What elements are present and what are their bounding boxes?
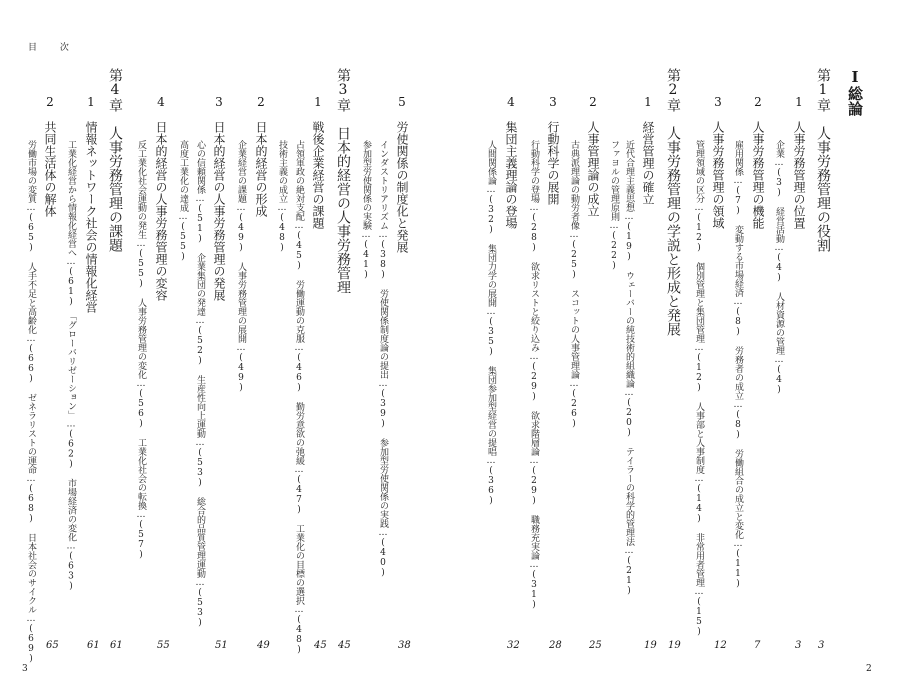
toc-line-1: 第1章 人事労務管理の役割 bbox=[815, 68, 831, 252]
toc-page-number: 3 bbox=[795, 640, 802, 651]
toc-line-32: 第4章 人事労務管理の課題 bbox=[107, 68, 123, 252]
toc-line-30: 4 日本的経営の人事労務管理の変容 bbox=[154, 95, 168, 301]
toc-line-19: インダストリアリズム…(38) 労使関係制度論の提出…(39) 参加型労使関係の実践…(40) bbox=[378, 140, 388, 578]
toc-page-number: 49 bbox=[257, 640, 270, 651]
toc-line-17: 人間関係論…(32) 集団力学の展開…(35) 集団参加型経営の提唱…(36) bbox=[486, 140, 496, 506]
toc-line-11: ファヨルの管理原則…(22) bbox=[609, 140, 619, 271]
toc-page-number: 65 bbox=[46, 640, 59, 651]
toc-page-number: 61 bbox=[110, 640, 123, 651]
toc-page-number: 55 bbox=[157, 640, 170, 651]
toc-line-25: 2 日本的経営の形成 bbox=[254, 95, 268, 217]
toc-line-2: 1 人事労務管理の位置 bbox=[792, 95, 806, 229]
toc-page-number: 3 bbox=[818, 640, 825, 651]
toc-line-33: 1 情報ネットワーク社会の情報化経営 bbox=[84, 95, 98, 313]
toc-line-15: 行動科学の登場…(28) 欲求リストと絞り込み…(29) 欲求階層論…(29) 職務充実論…(31) bbox=[529, 140, 539, 610]
toc-line-35: 2 共同生活体の解体 bbox=[43, 95, 57, 217]
toc-page-number: 32 bbox=[507, 640, 520, 651]
right-page-number: 2 bbox=[866, 664, 872, 674]
toc-page-number: 28 bbox=[549, 640, 562, 651]
toc-line-23: 占領軍政の絶対支配…(45) 労働運動の克服…(46) 勤労意欲の弛緩…(47) 工業化の目標の選択…(48) bbox=[294, 140, 304, 655]
toc-line-21: 第3章 日本的経営の人事労務管理 bbox=[335, 68, 351, 294]
left-page-number: 3 bbox=[22, 664, 28, 674]
toc-line-5: 雇用関係…(7) 変動する市場経済…(8) 労務者の成立…(8) 労働組合の成立と変化…(11) bbox=[733, 140, 743, 589]
toc-line-6: 3 人事労務管理の領域 bbox=[711, 95, 725, 229]
toc-line-10: 近代合理主義思想…(19) ウェーバーの純技術的組織論…(20) テイラーの科学的管理法…(21) bbox=[624, 140, 634, 596]
toc-line-12: 2 人事管理論の成立 bbox=[586, 95, 600, 217]
toc-line-8: 第2章 人事労務管理の学説と形成と発展 bbox=[665, 68, 681, 336]
toc-line-29: 高度工業化の達成…(55) bbox=[178, 140, 188, 262]
toc-line-4: 2 人事労務管理の機能 bbox=[751, 95, 765, 229]
toc-line-14: 3 行動科学の展開 bbox=[546, 95, 560, 205]
toc-line-16: 4 集団主義理論の登場 bbox=[504, 95, 518, 229]
toc-line-26: 企業経営の課題…(49) 人事労務管理の展開…(49) bbox=[236, 140, 246, 393]
toc-line-18: 5 労使関係の制度化と発展 bbox=[395, 95, 409, 253]
toc-page-number: 45 bbox=[338, 640, 351, 651]
toc-line-27: 3 日本的経営の人事労務管理の発展 bbox=[212, 95, 226, 301]
toc-line-31: 反工業化社会運動の発生…(55) 人事労務管理の変化…(56) 工業化社会の転換…(57) bbox=[136, 140, 146, 560]
toc-line-24: 技術主義の成立…(48) bbox=[277, 140, 287, 253]
toc-page-number: 25 bbox=[589, 640, 602, 651]
toc-line-20: 参加型労使関係の実験…(41) bbox=[361, 140, 371, 280]
toc-line-0: Ⅰ総論 bbox=[846, 68, 864, 116]
toc-line-28: 心の信頼関係…(51) 企業集団の発達…(52) 生産性向上運動…(53) 総合的品質管理運動…(53) bbox=[195, 140, 205, 628]
page-header: 目 次 bbox=[28, 43, 79, 53]
toc-line-36: 労働市場の変質…(65) 人手不足と高齢化…(66) ゼネラリストの運命…(68) 日本社会のサイクル…(69) bbox=[26, 140, 36, 664]
toc-page-number: 45 bbox=[314, 640, 327, 651]
toc-page-number: 61 bbox=[87, 640, 100, 651]
toc-line-9: 1 経営管理の確立 bbox=[641, 95, 655, 205]
toc-page-number: 19 bbox=[668, 640, 681, 651]
toc-line-3: 企業…(3) 経営活動…(4) 人材資源の管理…(4) bbox=[774, 140, 784, 395]
toc-line-7: 管理領域の区分…(12) 個別管理と集団管理…(12) 人事部と人事制度…(14) 非常用者管理…(15) bbox=[694, 140, 704, 637]
toc-line-13: 古典派理論の動労者像…(25) スコットの人事管理論…(26) bbox=[569, 140, 579, 429]
toc-line-22: 1 戦後企業経営の課題 bbox=[311, 95, 325, 229]
toc-page-number: 19 bbox=[644, 640, 657, 651]
toc-page-number: 51 bbox=[215, 640, 228, 651]
toc-page-number: 7 bbox=[754, 640, 761, 651]
toc-page-number: 38 bbox=[398, 640, 411, 651]
toc-line-34: 工業化経営から情報化経営へ…(61) 「グローバリゼーション」…(62) 市場経済の変化…(63) bbox=[66, 140, 76, 592]
toc-page-number: 12 bbox=[714, 640, 727, 651]
